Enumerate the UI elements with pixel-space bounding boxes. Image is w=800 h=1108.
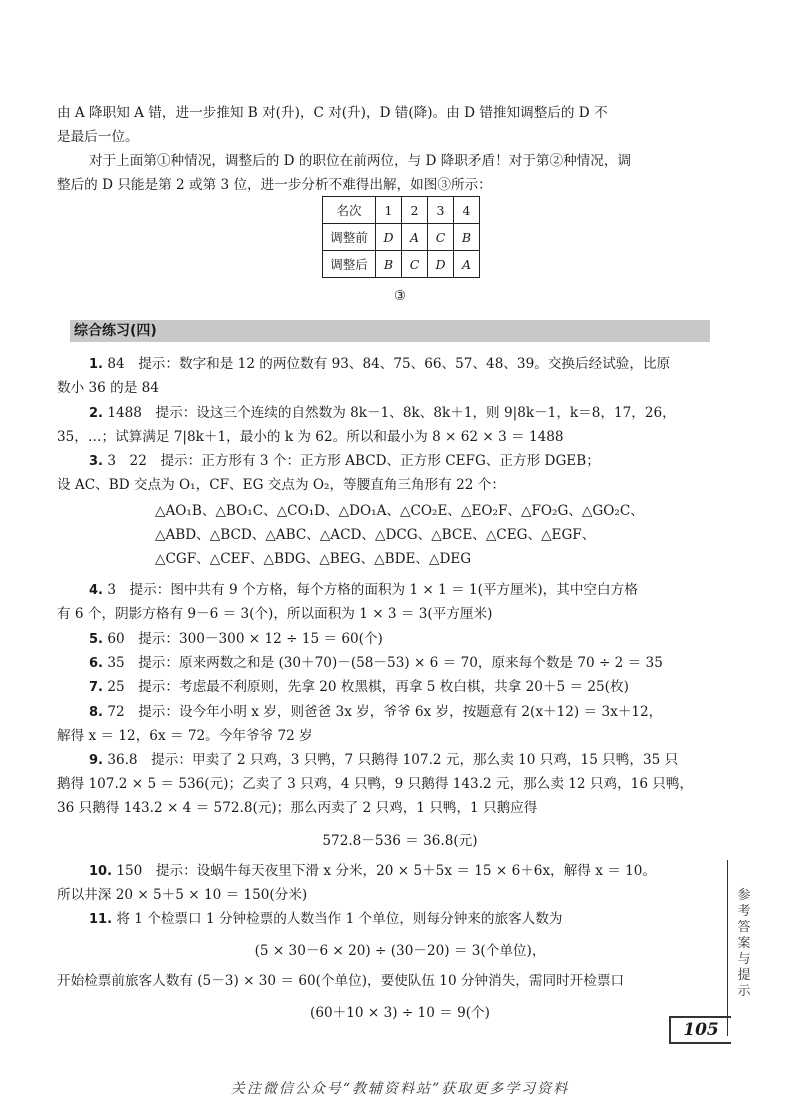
q6-text: 35 提示：原来两数之和是 (30＋70)－(58－53) × 6 ＝ 70，原来每个数是 70 ÷ 2 ＝ 35 [107,655,663,671]
q11-equation-1: (5 × 30－6 × 20) ÷ (30－20) ＝ 3(个单位)， [254,943,546,959]
q8-number: 8. [89,705,103,720]
q4-number: 4. [89,583,103,598]
table-cell: 调整前 [323,224,376,251]
q9-number: 9. [89,753,103,768]
q1-text: 84 提示：数字和是 12 的两位数有 93、84、75、66、57、48、39。交换后经试验，比原 [107,356,671,372]
q11-text: 将 1 个检票口 1 分钟检票的人数当作 1 个单位，则每分钟来的旅客人数为 [116,911,563,927]
page-number: 105 [669,1016,731,1044]
table-cell: D [376,224,402,251]
q2-number: 2. [89,406,103,421]
q3-triangles-3: △CGF、△CEF、△BDG、△BEG、△BDE、△DEG [155,551,472,567]
q10-line-1 [0,859,800,884]
q2-line-2: 35，…；试算满足 7|8k＋1，最小的 k 为 62。所以和最小为 8 × 62 × 3 ＝ 1488 [57,429,564,445]
table-cell: 调整后 [323,251,376,278]
table-cell: D [428,251,454,278]
q7-number: 7. [89,680,103,695]
q9-line-3: 36 只鹅得 143.2 × 4 ＝ 572.8(元)；那么丙卖了 2 只鸡，1 只鸭，1 只鹅应得 [57,800,538,816]
q1-line-1 [0,352,800,377]
table-cell: B [454,224,480,251]
table-header-row [323,197,480,224]
q10-text: 150 提示：设蜗牛每天夜里下滑 x 分米，20 × 5＋5x ＝ 15 × 6＋6x，解得 x ＝ 10。 [116,863,657,879]
q5-text: 60 提示：300－300 × 12 ÷ 15 ＝ 60(个) [107,631,383,647]
table-header-cell: 2 [402,197,428,224]
q9-line-1 [0,748,800,773]
section-title: 综合练习(四) [70,320,710,342]
q11-equation-2: (60＋10 × 3) ÷ 10 ＝ 9(个) [310,1005,490,1021]
table-header-cell: 1 [376,197,402,224]
q6-line-1 [0,651,800,676]
intro-line-1: 由 A 降职知 A 错，进一步推知 B 对(升)，C 对(升)，D 错(降)。由 D 错推知调整后的 D 不 [57,105,608,121]
q3-triangles-1: △AO₁B、△BO₁C、△CO₁D、△DO₁A、△CO₂E、△EO₂F、△FO₂G、△GO₂C、 [155,503,644,519]
table-cell: B [376,251,402,278]
q8-line-2: 解得 x ＝ 12，6x ＝ 72。今年爷爷 72 岁 [57,728,313,744]
q9-text: 36.8 提示：甲卖了 2 只鸡，3 只鸭，7 只鹅得 107.2 元，那么卖 10 只鸡，15 只鸭，35 只 [107,752,679,768]
q9-equation: 572.8－536 ＝ 36.8(元) [322,833,478,849]
intro-line-2: 是最后一位。 [57,129,139,145]
intro-line-4: 整后的 D 只能是第 2 或第 3 位，进一步分析不难得出解，如图③所示： [57,177,492,193]
q4-line-2: 有 6 个，阴影方格有 9－6 ＝ 3(个)，所以面积为 1 × 3 ＝ 3(平方厘米) [57,606,493,622]
q10-line-2: 所以井深 20 × 5＋5 × 10 ＝ 150(分米) [57,887,308,903]
q8-line-1 [0,700,800,725]
table-header-cell: 3 [428,197,454,224]
q3-triangles-2: △ABD、△BCD、△ABC、△ACD、△DCG、△BCE、△CEG、△EGF、 [155,527,596,543]
q4-text: 3 提示：图中共有 9 个方格，每个方格的面积为 1 × 1 ＝ 1(平方厘米)，其中空白方格 [107,582,638,598]
q4-line-1 [0,578,800,603]
q7-text: 25 提示：考虑最不利原则，先拿 20 枚黑棋，再拿 5 枚白棋，共拿 20＋5 ＝ 25(枚) [107,679,629,695]
q9-line-2: 鹅得 107.2 × 5 ＝ 536(元)；乙卖了 3 只鸡，4 只鸭，9 只鹅得 143.2 元，那么卖 12 只鸡，16 只鸭， [57,776,694,792]
table-caption: ③ [393,288,407,304]
q10-number: 10. [89,864,113,879]
q2-line-1 [0,401,800,426]
table-cell: A [402,224,428,251]
q1-number: 1. [89,357,103,372]
table-cell: C [402,251,428,278]
table-header-cell: 名次 [323,197,376,224]
q3-text: 3 22 提示：正方形有 3 个：正方形 ABCD、正方形 CEFG、正方形 DGEB； [107,453,600,469]
q11-number: 11. [89,912,113,927]
q11-line-2: 开始检票前旅客人数有 (5－3) × 30 ＝ 60(个单位)，要使队伍 10 分钟消失，需同时开检票口 [57,973,625,989]
q7-line-1 [0,675,800,700]
footer-watermark: 关注微信公众号“教辅资料站”获取更多学习资料 [230,1081,570,1097]
q2-text: 1488 提示：设这三个连续的自然数为 8k－1、8k、8k＋1，则 9|8k－1，k＝8，17，26， [107,405,676,421]
q1-line-2: 数小 36 的是 84 [57,380,159,396]
q11-line-1 [0,907,800,932]
q5-line-1 [0,627,800,652]
q3-number: 3. [89,454,103,469]
q8-text: 72 提示：设今年小明 x 岁，则爸爸 3x 岁，爷爷 6x 岁，按题意有 2(x＋12) ＝ 3x＋12， [107,704,663,720]
intro-line-3: 对于上面第①种情况，调整后的 D 的职位在前两位，与 D 降职矛盾！对于第②种情况，调 [89,153,632,169]
table-header-cell: 4 [454,197,480,224]
q3-line-1 [0,449,800,474]
side-tab [727,860,760,1036]
ranking-table [322,196,480,278]
table-row [323,251,480,278]
q3-line-2: 设 AC、BD 交点为 O₁，CF、EG 交点为 O₂，等腰直角三角形有 22 个： [57,477,505,493]
q6-number: 6. [89,656,103,671]
table-cell: A [454,251,480,278]
table-row [323,224,480,251]
side-tab-label: 参考答案与提示 [737,888,751,999]
table-cell: C [428,224,454,251]
q5-number: 5. [89,632,103,647]
